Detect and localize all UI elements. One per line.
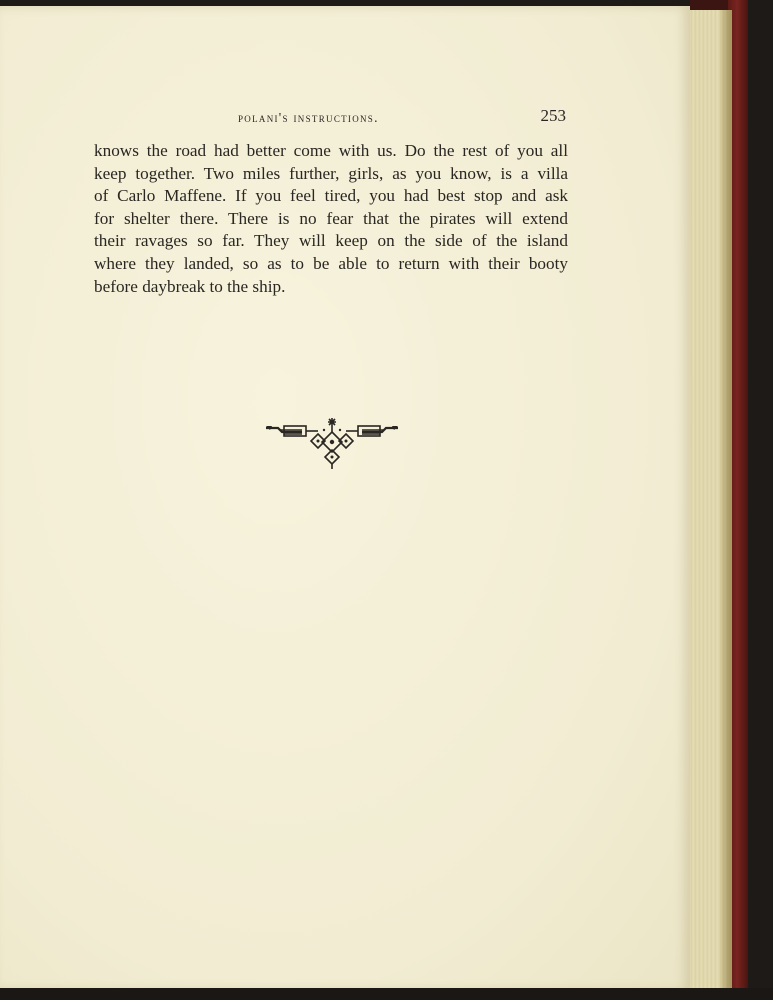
page-edges	[684, 10, 732, 990]
text-line: for shelter there. There is no fear that the pirates will extend	[94, 208, 568, 228]
page-header	[96, 106, 566, 128]
text-line: keep together. Two miles further, girls, as you know, is a villa	[94, 163, 568, 183]
text-line: knows the road had better come with us. Do the rest of you all	[94, 141, 568, 160]
text-line: where they landed, so as to be able to return with their booty	[94, 253, 568, 273]
text-line: before daybreak to the ship.	[94, 276, 286, 296]
text-line: their ravages so far. They will keep on the side of the island	[94, 231, 568, 251]
tailpiece-ornament-icon	[262, 414, 402, 470]
text-line: of Carlo Maffene. If you feel tired, you had best stop and ask	[94, 186, 568, 206]
page-number: 253	[540, 106, 566, 125]
running-title: polani's instructions.	[238, 110, 379, 125]
body-paragraph	[94, 140, 568, 298]
scan-bottom-edge	[0, 988, 773, 1000]
